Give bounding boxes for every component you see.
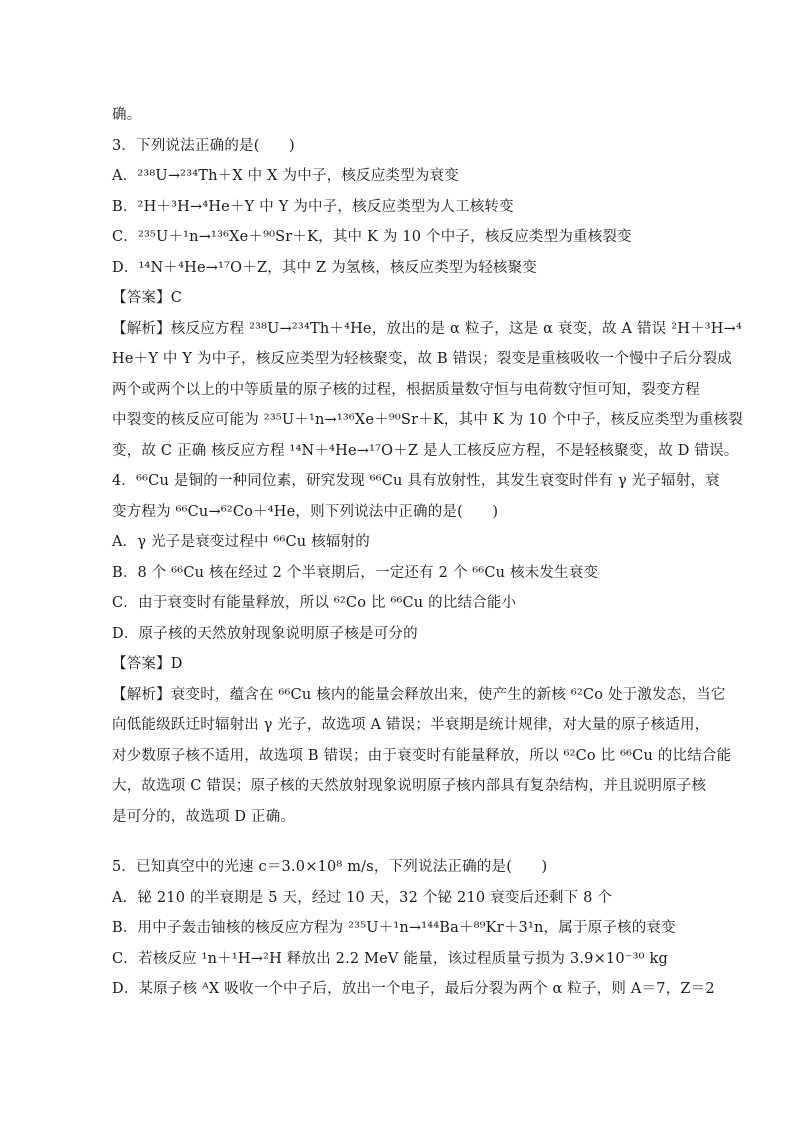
question-4-option-b: B．8 个 ⁶⁶Cu 核在经过 2 个半衰期后，一定还有 2 个 ⁶⁶Cu 核未发生衰变 (112, 564, 599, 581)
question-3-option-a: A．²³⁸U→²³⁴Th＋X 中 X 为中子，核反应类型为衰变 (112, 168, 459, 184)
text-line: 变方程为 ⁶⁶Cu→⁶²Co＋⁴He，则下列说法中正确的是( ) (112, 503, 499, 520)
text-line: 对少数原子核不适用，故选项 B 错误；由于衰变时有能量释放，所以 ⁶²Co 比 ⁶⁶Cu 的比结合能 (112, 747, 732, 764)
question-3-stem: 3．下列说法正确的是( ) (112, 137, 295, 154)
question-5-option-a: A．铋 210 的半衰期是 5 天，经过 10 天，32 个铋 210 衰变后还剩下 8 个 (112, 889, 613, 906)
question-5-option-c: C．若核反应 ¹n＋¹H→²H 释放出 2.2 MeV 能量，该过程质量亏损为 3.9×10⁻³⁰ kg (112, 950, 668, 967)
question-3-option-d: D．¹⁴N＋⁴He→¹⁷O＋Z，其中 Z 为氢核，核反应类型为轻核聚变 (112, 259, 538, 276)
text-line: 大，故选项 C 错误；原子核的天然放射现象说明原子核内部具有复杂结构，并且说明原子核 (112, 778, 707, 794)
spacer (112, 832, 692, 852)
text-line: 是可分的，故选项 D 正确。 (112, 808, 296, 825)
text-line: 两个或两个以上的中等质量的原子核的过程，根据质量数守恒与电荷数守恒可知，裂变方程 (112, 381, 700, 398)
text-line: 确。 (112, 107, 142, 123)
question-3-option-c: C．²³⁵U＋¹n→¹³⁶Xe＋⁹⁰Sr＋K，其中 K 为 10 个中子，核反应类型为重核裂变 (112, 229, 632, 245)
question-5-option-d: D．某原子核 ᴬX 吸收一个中子后，放出一个电子，最后分裂为两个 α 粒子，则 A＝7，Z＝2 (112, 981, 715, 997)
question-4-stem: 4．⁶⁶Cu 是铜的一种同位素，研究发现 ⁶⁶Cu 具有放射性，其发生衰变时伴有 γ 光子辐射，衰 (112, 473, 720, 489)
question-3-analysis: 【解析】核反应方程 ²³⁸U→²³⁴Th＋⁴He，放出的是 α 粒子，这是 α 衰变，故 A 错误 ²H＋³H→⁴ (112, 320, 742, 337)
text-line: 向低能级跃迁时辐射出 γ 光子，故选项 A 错误；半衰期是统计规律，对大量的原子核适用， (112, 717, 710, 733)
document-body (112, 100, 743, 1005)
question-5-option-b: B．用中子轰击铀核的核反应方程为 ²³⁵U＋¹n→¹⁴⁴Ba＋⁸⁹Kr＋3¹n，属于原子核的衰变 (112, 920, 676, 936)
text-line: 变，故 C 正确 核反应方程 ¹⁴N＋⁴He→¹⁷O＋Z 是人工核反应方程，不是轻核聚变，故 D 错误。 (112, 442, 739, 459)
question-4-option-a: A．γ 光子是衰变过程中 ⁶⁶Cu 核辐射的 (112, 534, 370, 550)
question-4-analysis: 【解析】衰变时，蕴含在 ⁶⁶Cu 核内的能量会释放出来，使产生的新核 ⁶²Co 处于激发态，当它 (112, 686, 726, 703)
question-3-answer: 【答案】C (112, 290, 183, 306)
question-4-option-d: D．原子核的天然放射现象说明原子核是可分的 (112, 625, 418, 642)
question-5-stem: 5．已知真空中的光速 c＝3.0×10⁸ m/s，下列说法正确的是( ) (112, 859, 548, 875)
question-4-answer: 【答案】D (112, 656, 183, 672)
text-line: He＋Y 中 Y 为中子，核反应类型为轻核聚变，故 B 错误；裂变是重核吸收一个慢中子后分裂成 (112, 351, 732, 367)
question-3-option-b: B．²H＋³H→⁴He＋Y 中 Y 为中子，核反应类型为人工核转变 (112, 198, 514, 215)
question-4-option-c: C．由于衰变时有能量释放，所以 ⁶²Co 比 ⁶⁶Cu 的比结合能小 (112, 595, 517, 611)
text-line: 中裂变的核反应可能为 ²³⁵U＋¹n→¹³⁶Xe＋⁹⁰Sr＋K，其中 K 为 10 个中子，核反应类型为重核裂 (112, 412, 743, 428)
